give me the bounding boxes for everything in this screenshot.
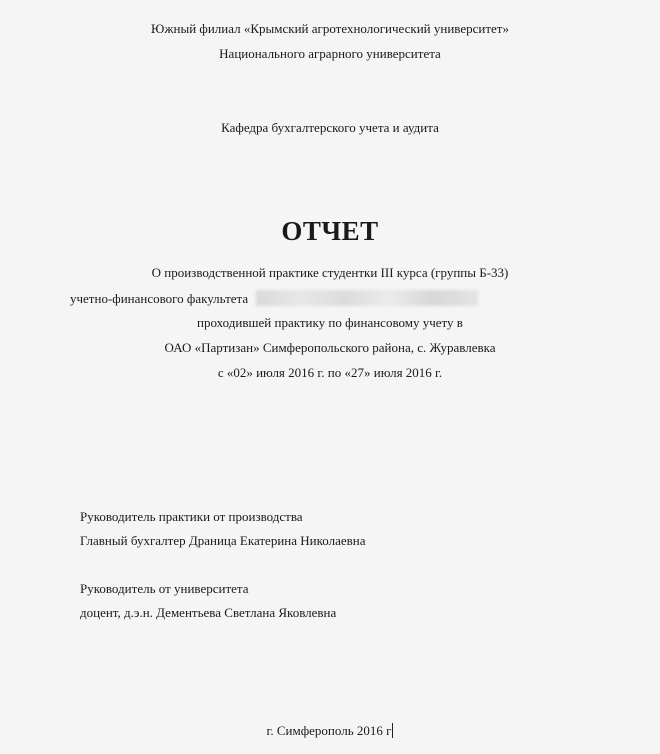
practice-description-line: проходившей практику по финансовому учету в bbox=[197, 315, 463, 330]
institution-parent: Национального аграрного университета bbox=[219, 46, 441, 61]
faculty-text: учетно-финансового факультета bbox=[70, 291, 249, 306]
document-title: ОТЧЕТ bbox=[281, 216, 379, 246]
organization-line: ОАО «Партизан» Симферопольского района, с. Журавлевка bbox=[164, 340, 496, 355]
footer-text: г. Симферополь 2016 г bbox=[266, 723, 392, 738]
university-supervisor-role: Руководитель от университета bbox=[80, 581, 249, 596]
footer-city-year[interactable] bbox=[0, 723, 660, 739]
university-supervisor-name: доцент, д.э.н. Дементьева Светлана Яковлевна bbox=[80, 605, 337, 620]
report-subject-line: О производственной практике студентки III курса (группы Б-33) bbox=[151, 265, 509, 280]
department-name: Кафедра бухгалтерского учета и аудита bbox=[221, 120, 439, 135]
faculty-line bbox=[70, 290, 478, 307]
text-cursor bbox=[392, 723, 393, 738]
dates-line: с «02» июля 2016 г. по «27» июля 2016 г. bbox=[217, 365, 443, 380]
production-supervisor-role: Руководитель практики от производства bbox=[80, 509, 303, 524]
redacted-student-name bbox=[256, 290, 478, 306]
institution-name: Южный филиал «Крымский агротехнологический университет» bbox=[151, 21, 509, 36]
production-supervisor-name: Главный бухгалтер Драница Екатерина Николаевна bbox=[80, 533, 366, 548]
